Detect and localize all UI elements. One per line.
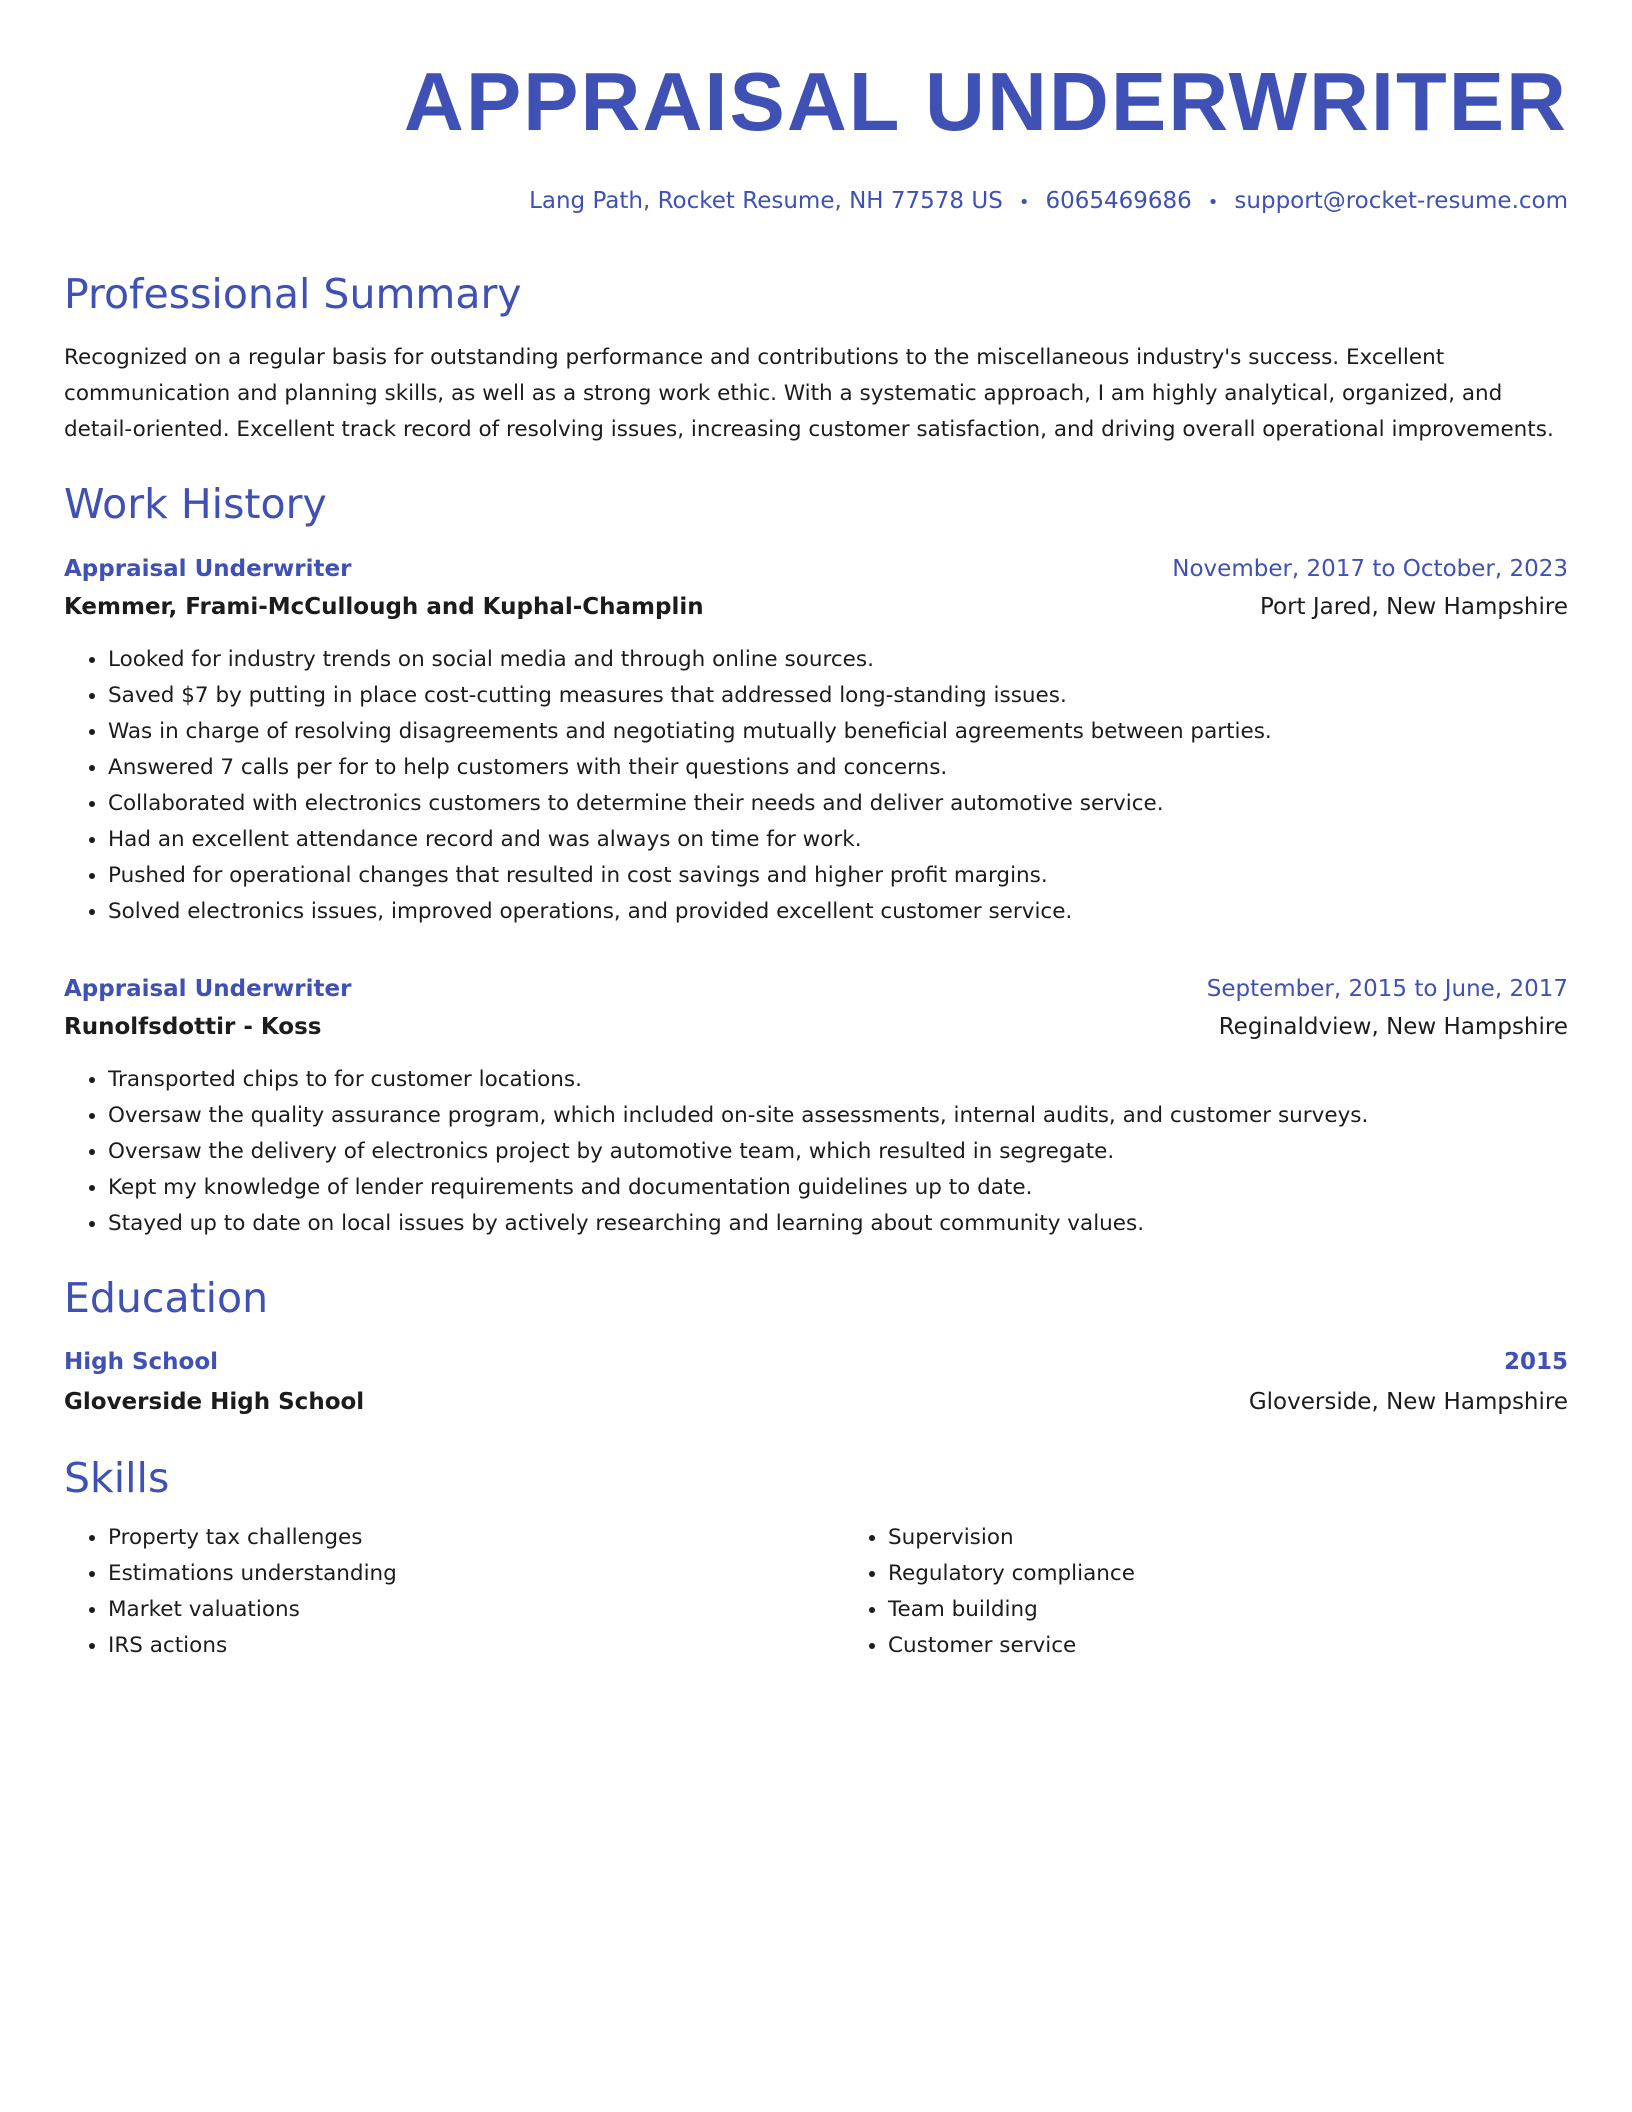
contact-separator: •: [1018, 192, 1030, 213]
education-location: Gloverside, New Hampshire: [1248, 1389, 1568, 1415]
list-item: • Oversaw the delivery of electronics project by automotive team, which resulted in segregate.: [108, 1134, 1568, 1170]
list-item: • Oversaw the quality assurance program, which included on-site assessments, internal audits, and customer surveys.: [108, 1098, 1568, 1134]
list-item: • Transported chips to for customer locations.: [108, 1062, 1568, 1098]
skills-list: [64, 1520, 1568, 1664]
job-dates: November, 2017 to October, 2023: [1172, 556, 1568, 582]
job-location: Port Jared, New Hampshire: [1259, 594, 1568, 620]
list-item: • Collaborated with electronics customers to determine their needs and deliver automotive service.: [108, 786, 1568, 822]
list-item: • Saved $7 by putting in place cost-cutting measures that addressed long-standing issues.: [108, 678, 1568, 714]
list-item: • Solved electronics issues, improved operations, and provided excellent customer service.: [108, 894, 1568, 930]
list-item: • Answered 7 calls per for to help customers with their questions and concerns.: [108, 750, 1568, 786]
skill-item: • Customer service: [888, 1628, 1568, 1664]
list-item: • Was in charge of resolving disagreements and negotiating mutually beneficial agreements between parties.: [108, 714, 1568, 750]
education-degree: High School: [64, 1349, 219, 1375]
contact-email[interactable]: support@rocket-resume.com: [1234, 188, 1568, 214]
skills-column-left: [64, 1520, 788, 1664]
contact-line: [64, 186, 1568, 218]
job-location: Reginaldview, New Hampshire: [1218, 1014, 1568, 1040]
skill-item: • Team building: [888, 1592, 1568, 1628]
education-entry: [64, 1342, 1568, 1422]
resume-header: [64, 0, 1568, 218]
education-school: Gloverside High School: [64, 1389, 365, 1415]
section-title-summary: Professional Summary: [64, 270, 522, 318]
list-item: • Pushed for operational changes that resulted in cost savings and higher profit margins.: [108, 858, 1568, 894]
education-year: 2015: [1503, 1349, 1568, 1375]
job-role: Appraisal Underwriter: [64, 556, 352, 582]
skill-item: • Market valuations: [108, 1592, 788, 1628]
list-item: • Kept my knowledge of lender requirements and documentation guidelines up to date.: [108, 1170, 1568, 1206]
job-dates: September, 2015 to June, 2017: [1206, 976, 1568, 1002]
list-item: • Had an excellent attendance record and was always on time for work.: [108, 822, 1568, 858]
contact-separator: •: [1207, 192, 1219, 213]
job-entry: [64, 550, 1568, 930]
job-role: Appraisal Underwriter: [64, 976, 352, 1002]
section-title-skills: Skills: [64, 1454, 170, 1502]
list-item: • Stayed up to date on local issues by actively researching and learning about community values.: [108, 1206, 1568, 1242]
job-company: Runolfsdottir - Koss: [64, 1014, 322, 1040]
skill-item: • Regulatory compliance: [888, 1556, 1568, 1592]
job-entry: [64, 970, 1568, 1242]
candidate-title: APPRAISAL UNDERWRITER: [403, 55, 1568, 148]
list-item: • Looked for industry trends on social media and through online sources.: [108, 642, 1568, 678]
skill-item: • Supervision: [888, 1520, 1568, 1556]
job-bullets: [64, 642, 1568, 930]
skills-column-right: [788, 1520, 1568, 1664]
skill-item: • Estimations understanding: [108, 1556, 788, 1592]
section-title-work-history: Work History: [64, 480, 327, 528]
section-title-education: Education: [64, 1274, 269, 1322]
job-company: Kemmer, Frami-McCullough and Kuphal-Champlin: [64, 594, 704, 620]
contact-address: Lang Path, Rocket Resume, NH 77578 US: [529, 188, 1003, 214]
summary-text: Recognized on a regular basis for outstanding performance and contributions to the miscellaneous industry's success. Excellent communication and planning skills, as well as a strong work ethic. With a systematic approach, I am highly analytical, organized, and detail-oriented. Excellent track record of resolving issues, increasing customer satisfaction, and driving overall operational improvements.: [64, 345, 1554, 442]
skill-item: • IRS actions: [108, 1628, 788, 1664]
skill-item: • Property tax challenges: [108, 1520, 788, 1556]
contact-phone: 6065469686: [1045, 188, 1192, 214]
job-bullets: [64, 1062, 1568, 1242]
